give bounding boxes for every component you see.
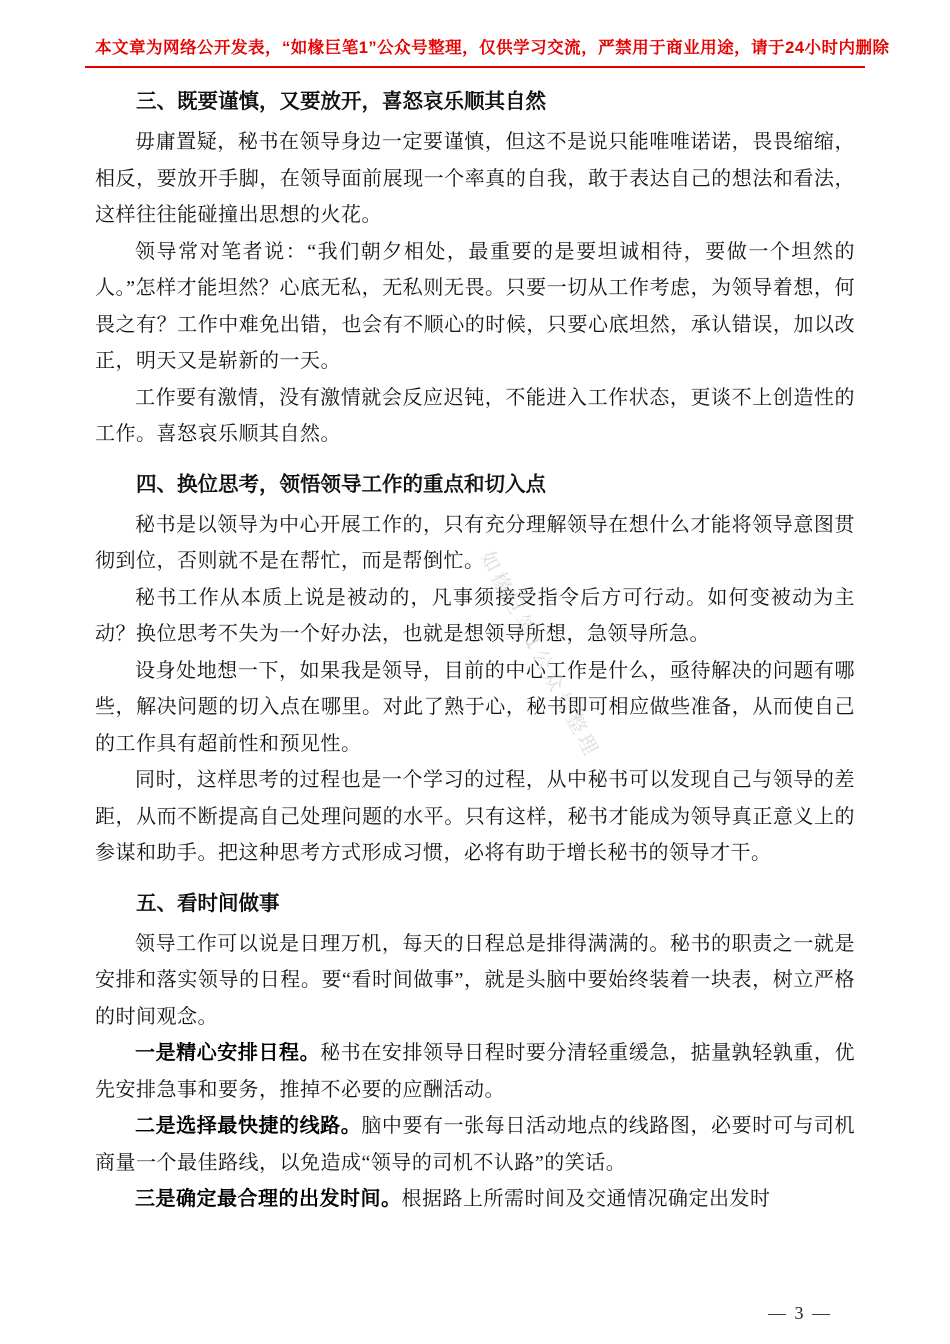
- paragraph: 同时，这样思考的过程也是一个学习的过程，从中秘书可以发现自己与领导的差距，从而不断提高自己处理问题的水平。只有这样，秘书才能成为领导真正意义上的参谋和助手。把这种思考方式形成习惯，必将有助于增长秘书的领导才干。: [95, 769, 855, 864]
- paragraph: 毋庸置疑，秘书在领导身边一定要谨慎，但这不是说只能唯唯诺诺，畏畏缩缩，相反，要放开手脚，在领导面前展现一个率真的自我，敢于表达自己的想法和看法，这样往往能碰撞出思想的火花。: [95, 131, 855, 226]
- paragraph-lead: 二是选择最快捷的线路。: [135, 1115, 362, 1137]
- paragraph-text: 秘书在安排领导日程时要分清轻重缓急，掂量孰轻孰重，优先安排急事和要务，推掉不必要的应酬活动。: [95, 1042, 856, 1101]
- page-number: — 3 —: [768, 1303, 832, 1323]
- paragraph-text: 脑中要有一张每日活动地点的线路图，必要时可与司机商量一个最佳路线，以免造成“领导的司机不认路”的笑话。: [95, 1115, 856, 1174]
- paragraph-lead: 一是精心安排日程。: [135, 1042, 321, 1064]
- paragraph: 秘书工作从本质上说是被动的，凡事须接受指令后方可行动。如何变被动为主动？换位思考不失为一个好办法，也就是想领导所想，急领导所急。: [95, 586, 855, 645]
- section-5: [95, 886, 855, 1218]
- paragraph-text: 根据路上所需时间及交通情况确定出发时: [401, 1188, 771, 1210]
- section-heading: 五、看时间做事: [136, 891, 280, 915]
- section-heading: 三、既要谨慎，又要放开，喜怒哀乐顺其自然: [136, 90, 546, 113]
- section-heading: 四、换位思考，领悟领导工作的重点和切入点: [136, 472, 546, 496]
- section-4: [95, 467, 855, 872]
- paragraph: 领导工作可以说是日理万机，每天的日程总是排得满满的。秘书的职责之一就是安排和落实领导的日程。要“看时间做事”，就是头脑中要始终装着一块表，树立严格的时间观念。: [95, 932, 855, 1028]
- paragraph: 设身处地想一下，如果我是领导，目前的中心工作是什么，亟待解决的问题有哪些，解决问题的切入点在哪里。对此了熟于心，秘书即可相应做些准备，从而使自己的工作具有超前性和预见性。: [95, 659, 855, 755]
- notice-divider: [85, 66, 865, 68]
- paragraph: [95, 1181, 855, 1218]
- section-3: [95, 84, 855, 453]
- watermark: 如椽巨笔1公众号整理: [475, 547, 604, 763]
- paragraph: 秘书是以领导为中心开展工作的，只有充分理解领导在想什么才能将领导意图贯彻到位，否则就不是在帮忙，而是帮倒忙。: [95, 513, 855, 572]
- paragraph: 领导常对笔者说：“我们朝夕相处，最重要的是要坦诚相待，要做一个坦然的人。”怎样才能坦然？心底无私，无私则无畏。只要一切从工作考虑，为领导着想，何畏之有？工作中难免出错，也会有不顺心的时候，只要心底坦然，承认错误，加以改正，明天又是崭新的一天。: [95, 240, 855, 372]
- notice-banner: [95, 34, 890, 68]
- paragraph: [95, 1035, 855, 1108]
- document-body: [95, 84, 855, 1218]
- paragraph: [95, 1108, 855, 1181]
- notice-text: 本文章为网络公开发表，“如椽巨笔1”公众号整理，仅供学习交流，严禁用于商业用途，请于24小时内删除: [95, 39, 890, 57]
- paragraph: 工作要有激情，没有激情就会反应迟钝，不能进入工作状态，更谈不上创造性的工作。喜怒哀乐顺其自然。: [95, 386, 855, 445]
- paragraph-lead: 三是确定最合理的出发时间。: [135, 1188, 402, 1210]
